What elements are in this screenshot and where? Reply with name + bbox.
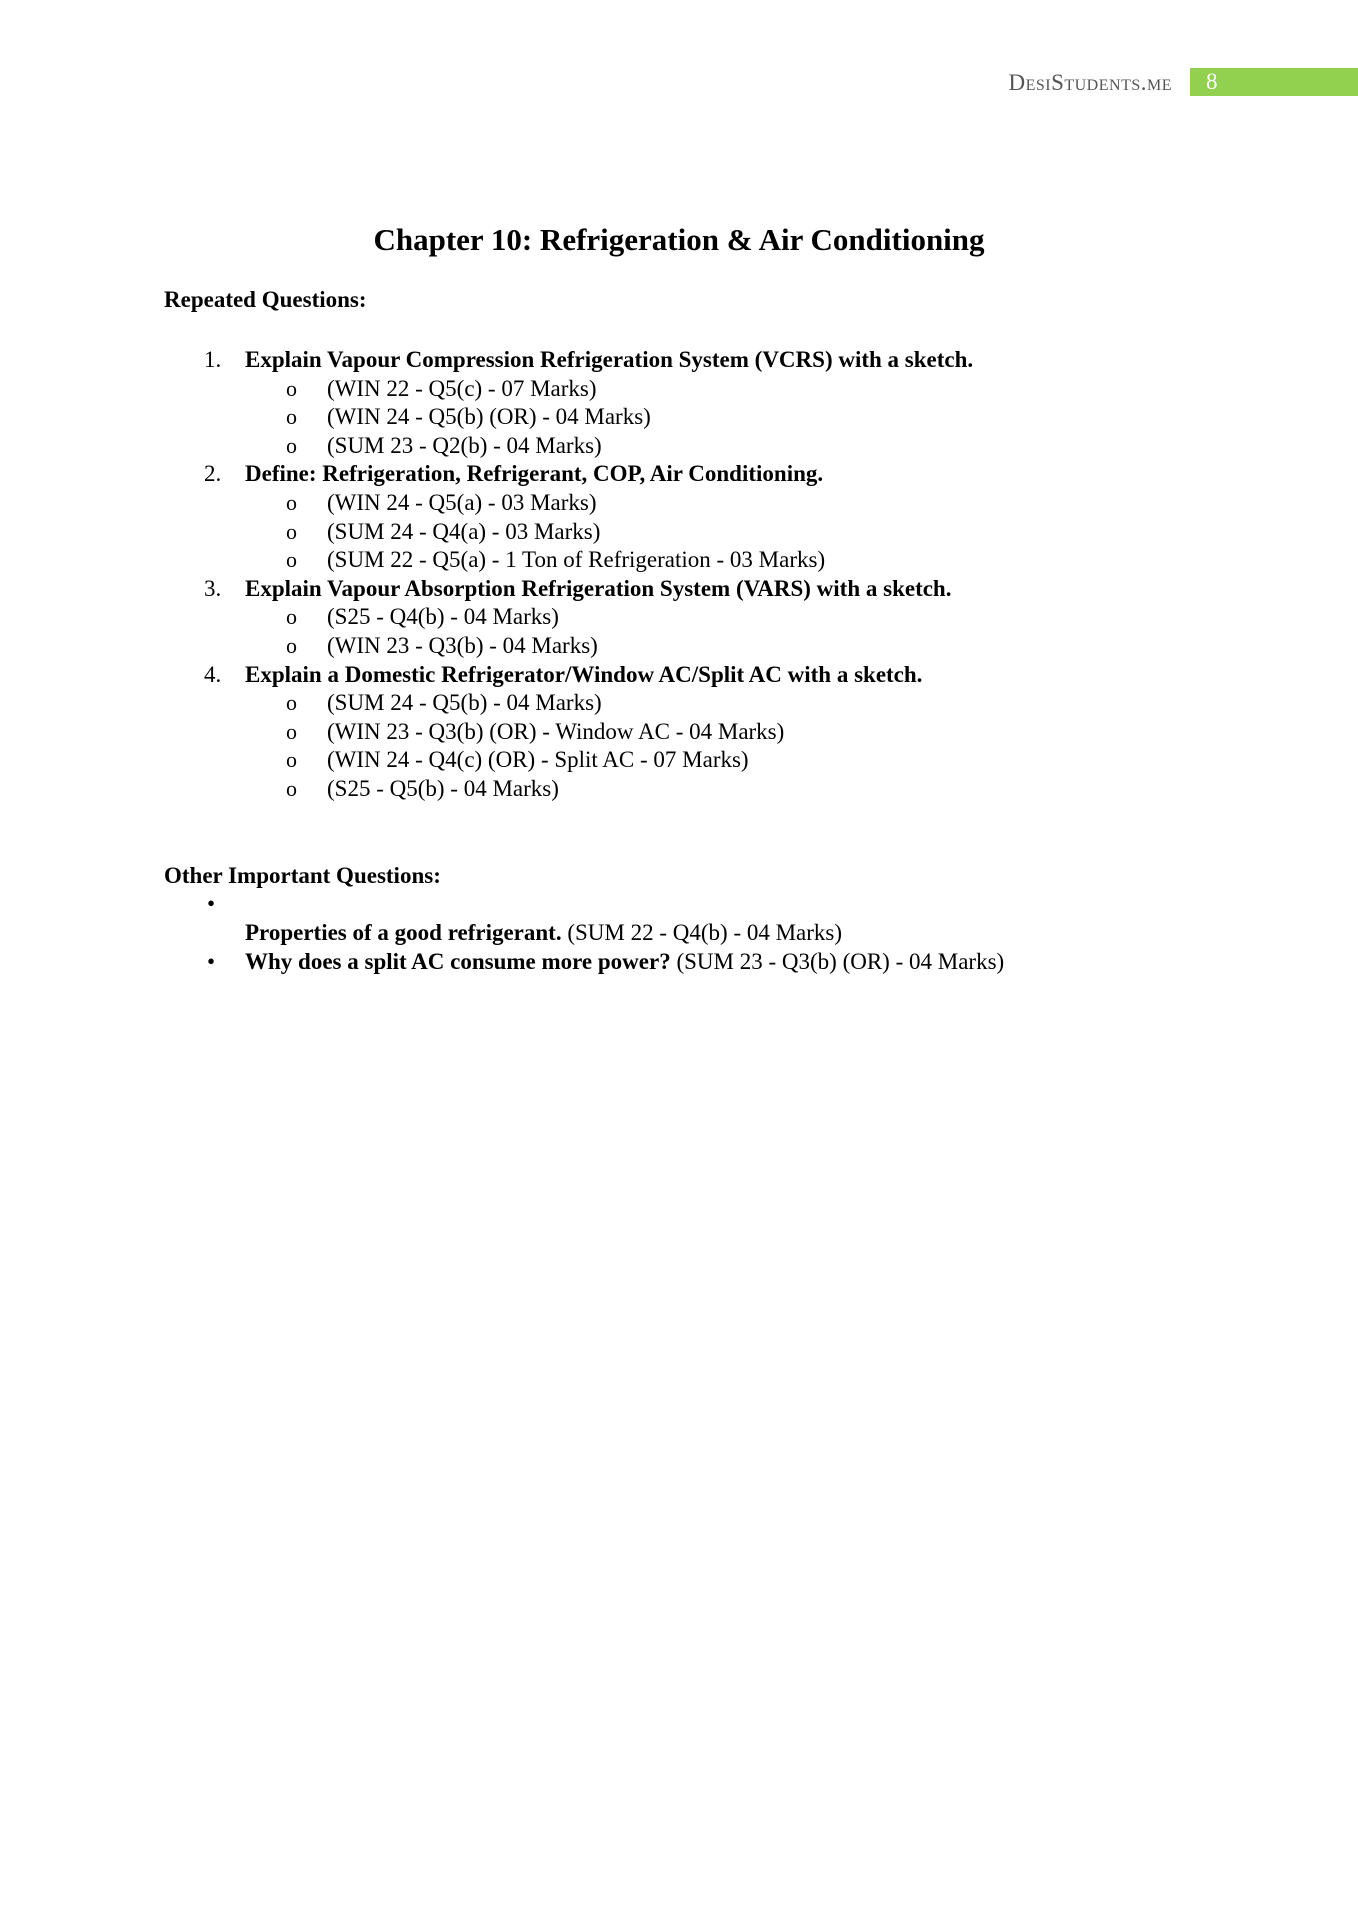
other-question-text: Why does a split AC consume more power? [245,949,671,974]
other-question-ref: (SUM 23 - Q3(b) (OR) - 04 Marks) [670,949,1005,974]
sub-bullet-icon: o [286,547,297,572]
other-questions-heading: Other Important Questions: [164,863,441,888]
sub-bullet-icon: o [286,404,297,429]
sub-bullet-icon: o [286,690,297,715]
sub-bullet-icon: o [286,604,297,629]
sub-bullet-icon: o [286,376,297,401]
question-number: 2. [204,461,222,486]
other-question-item [245,919,842,947]
question-ref: (SUM 22 - Q5(a) - 1 Ton of Refrigeration - 03 Marks) [327,547,826,572]
question-ref: (S25 - Q4(b) - 04 Marks) [327,604,559,629]
sub-bullet-icon: o [286,776,297,801]
question-number: 3. [204,576,222,601]
other-question-ref: (SUM 22 - Q4(b) - 04 Marks) [561,920,843,945]
question-ref: (SUM 24 - Q5(b) - 04 Marks) [327,690,602,715]
bullet-icon: • [207,949,216,974]
page-number: 8 [1206,69,1218,94]
question-text: Define: Refrigeration, Refrigerant, COP, Air Conditioning. [245,461,824,486]
other-question-item [245,948,1004,976]
sub-bullet-icon: o [286,719,297,744]
question-ref: (S25 - Q5(b) - 04 Marks) [327,776,559,801]
page-number-box [1190,68,1358,96]
site-name-text: DesiStudents.me [1008,70,1172,95]
sub-bullet-icon: o [286,747,297,772]
question-text: Explain Vapour Absorption Refrigeration System (VARS) with a sketch. [245,576,952,601]
sub-bullet-icon: o [286,433,297,458]
question-ref: (WIN 23 - Q3(b) - 04 Marks) [327,633,598,658]
site-name [1008,70,1172,96]
question-ref: (WIN 24 - Q5(b) (OR) - 04 Marks) [327,404,651,429]
sub-bullet-icon: o [286,633,297,658]
chapter-title-text: Chapter 10: Refrigeration & Air Conditioning [373,222,985,257]
sub-bullet-icon: o [286,519,297,544]
question-text: Explain a Domestic Refrigerator/Window AC/Split AC with a sketch. [245,662,923,687]
sub-bullet-icon: o [286,490,297,515]
question-text: Explain Vapour Compression Refrigeration System (VCRS) with a sketch. [245,347,974,372]
other-question-text: Properties of a good refrigerant. [245,920,562,945]
question-ref: (SUM 24 - Q4(a) - 03 Marks) [327,519,601,544]
question-number: 4. [204,662,222,687]
question-ref: (WIN 24 - Q4(c) (OR) - Split AC - 07 Marks) [327,747,749,772]
question-ref: (WIN 24 - Q5(a) - 03 Marks) [327,490,597,515]
question-ref: (SUM 23 - Q2(b) - 04 Marks) [327,433,602,458]
chapter-title [0,220,1358,260]
question-number: 1. [204,347,222,372]
bullet-icon: • [207,891,216,916]
repeated-questions-heading: Repeated Questions: [164,287,367,312]
question-ref: (WIN 23 - Q3(b) (OR) - Window AC - 04 Marks) [327,719,785,744]
question-ref: (WIN 22 - Q5(c) - 07 Marks) [327,376,597,401]
